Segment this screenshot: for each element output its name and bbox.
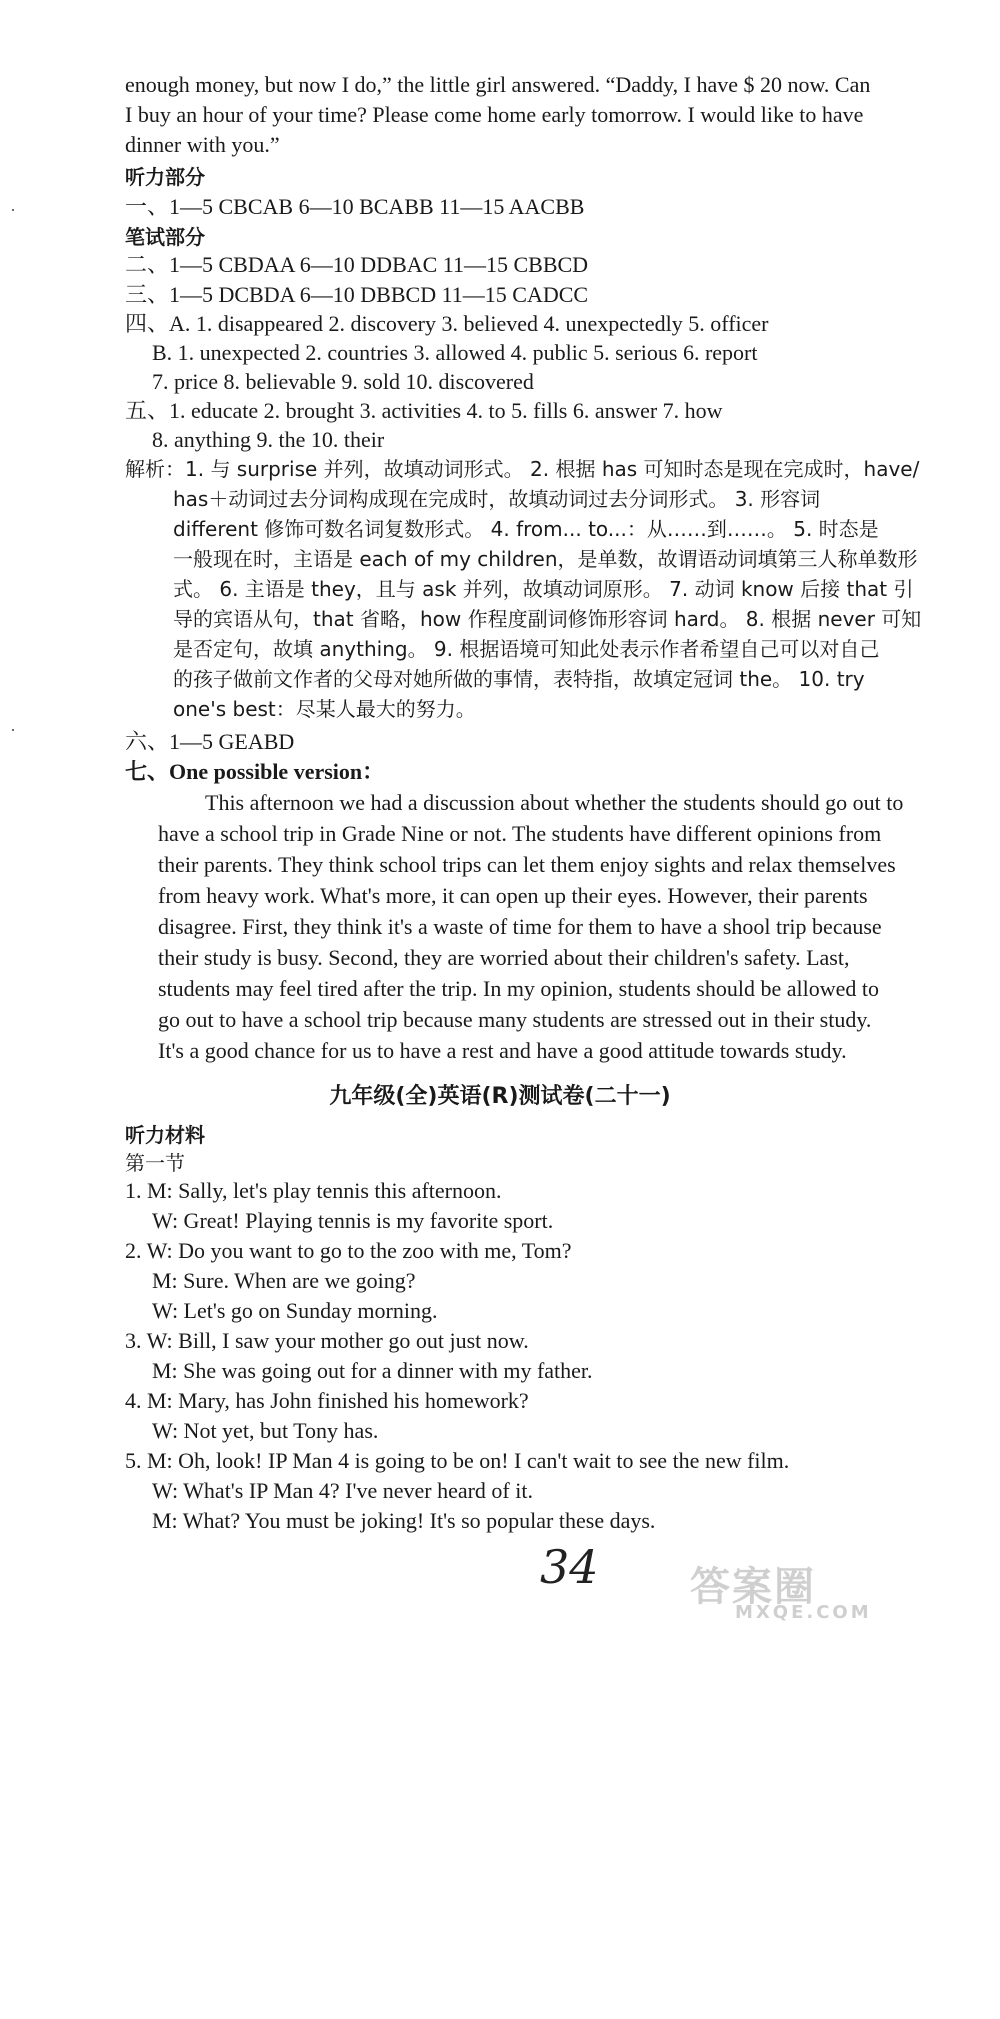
section-2-answers: 二、1—5 CBDAA 6—10 DDBAC 11—15 CBBCD	[125, 252, 589, 277]
margin-mark: ·	[10, 200, 16, 220]
written-heading: 笔试部分	[125, 225, 205, 249]
dialogue-line-4: M: Sure. When are we going?	[152, 1268, 416, 1293]
essay-line-4: from heavy work. What's more, it can open up their eyes. However, their parents	[158, 883, 868, 908]
dialogue-line-2: W: Great! Playing tennis is my favorite sport.	[152, 1208, 554, 1233]
analysis-line-4: 一般现在时，主语是 each of my children，是单数，故谓语动词填第三人称单数形	[173, 547, 918, 571]
section-5-line-1: 五、1. educate 2. brought 3. activities 4. to 5. fills 6. answer 7. how	[125, 398, 723, 423]
essay-line-1: This afternoon we had a discussion about whether the students should go out to	[205, 790, 904, 815]
analysis-line-7: 是否定句，故填 anything。 9. 根据语境可知此处表示作者希望自己可以对自己	[173, 637, 880, 661]
dialogue-line-7: M: She was going out for a dinner with my father.	[152, 1358, 593, 1383]
part-heading: 第一节	[125, 1151, 185, 1175]
analysis-line-2: has＋动词过去分词构成现在完成时，故填动词过去分词形式。 3. 形容词	[173, 487, 821, 511]
listening-heading: 听力部分	[125, 165, 205, 189]
paragraph-line-2: I buy an hour of your time? Please come home early tomorrow. I would like to have	[125, 102, 864, 127]
analysis-line-9: one's best：尽某人最大的努力。	[173, 697, 476, 721]
essay-line-7: students may feel tired after the trip. In my opinion, students should be allowed to	[158, 976, 879, 1001]
dialogue-line-11: W: What's IP Man 4? I've never heard of it.	[152, 1478, 533, 1503]
dialogue-line-12: M: What? You must be joking! It's so popular these days.	[152, 1508, 656, 1533]
test-title: 九年级(全)英语(R)测试卷(二十一)	[329, 1084, 671, 1109]
section-4-line-3: 7. price 8. believable 9. sold 10. discovered	[152, 369, 534, 394]
listening-answers: 一、1—5 CBCAB 6—10 BCABB 11—15 AACBB	[125, 194, 585, 219]
analysis-line-6: 导的宾语从句，that 省略，how 作程度副词修饰形容词 hard。 8. 根据 never 可知	[173, 607, 922, 631]
essay-line-2: have a school trip in Grade Nine or not. The students have different opinions from	[158, 821, 882, 846]
section-4-line-2: B. 1. unexpected 2. countries 3. allowed 4. public 5. serious 6. report	[152, 340, 758, 365]
dialogue-line-9: W: Not yet, but Tony has.	[152, 1418, 379, 1443]
margin-mark: ·	[10, 720, 16, 740]
analysis-line-8: 的孩子做前文作者的父母对她所做的事情，表特指，故填定冠词 the。 10. try	[173, 667, 865, 691]
page-number: 34	[540, 1540, 599, 1594]
watermark-logo: 答案圈	[690, 1564, 816, 1610]
dialogue-line-3: 2. W: Do you want to go to the zoo with me, Tom?	[125, 1238, 572, 1263]
dialogue-line-5: W: Let's go on Sunday morning.	[152, 1298, 438, 1323]
analysis-line-5: 式。 6. 主语是 they，且与 ask 并列，故填动词原形。 7. 动词 know 后接 that 引	[173, 577, 914, 601]
section-5-line-2: 8. anything 9. the 10. their	[152, 427, 385, 452]
dialogue-line-6: 3. W: Bill, I saw your mother go out just now.	[125, 1328, 529, 1353]
section-3-answers: 三、1—5 DCBDA 6—10 DBBCD 11—15 CADCC	[125, 282, 589, 307]
essay-line-9: It's a good chance for us to have a rest and have a good attitude towards study.	[158, 1038, 847, 1063]
essay-line-3: their parents. They think school trips can let them enjoy sights and relax themselves	[158, 852, 896, 877]
essay-line-6: their study is busy. Second, they are worried about their children's safety. Last,	[158, 945, 850, 970]
material-heading: 听力材料	[125, 1123, 205, 1147]
section-6-answers: 六、1—5 GEABD	[125, 729, 295, 754]
essay-line-5: disagree. First, they think it's a waste of time for them to have a shool trip because	[158, 914, 882, 939]
section-7-heading: 七、One possible version：	[125, 759, 385, 784]
paragraph-line-1: enough money, but now I do,” the little girl answered. “Daddy, I have $ 20 now. Can	[125, 72, 871, 97]
section-4-line-1: 四、A. 1. disappeared 2. discovery 3. believed 4. unexpectedly 5. officer	[125, 311, 769, 336]
dialogue-line-1: 1. M: Sally, let's play tennis this afternoon.	[125, 1178, 502, 1203]
analysis-line-3: different 修饰可数名词复数形式。 4. from... to...：从……到……。 5. 时态是	[173, 517, 879, 541]
analysis-line-1: 解析：1. 与 surprise 并列，故填动词形式。 2. 根据 has 可知时态是现在完成时，have/	[125, 457, 920, 481]
essay-line-8: go out to have a school trip because many students are stressed out in their study.	[158, 1007, 872, 1032]
paragraph-line-3: dinner with you.”	[125, 132, 280, 157]
dialogue-line-10: 5. M: Oh, look! IP Man 4 is going to be on! I can't wait to see the new film.	[125, 1448, 790, 1473]
watermark-url: MXQE.COM	[735, 1602, 872, 1623]
dialogue-line-8: 4. M: Mary, has John finished his homework?	[125, 1388, 529, 1413]
